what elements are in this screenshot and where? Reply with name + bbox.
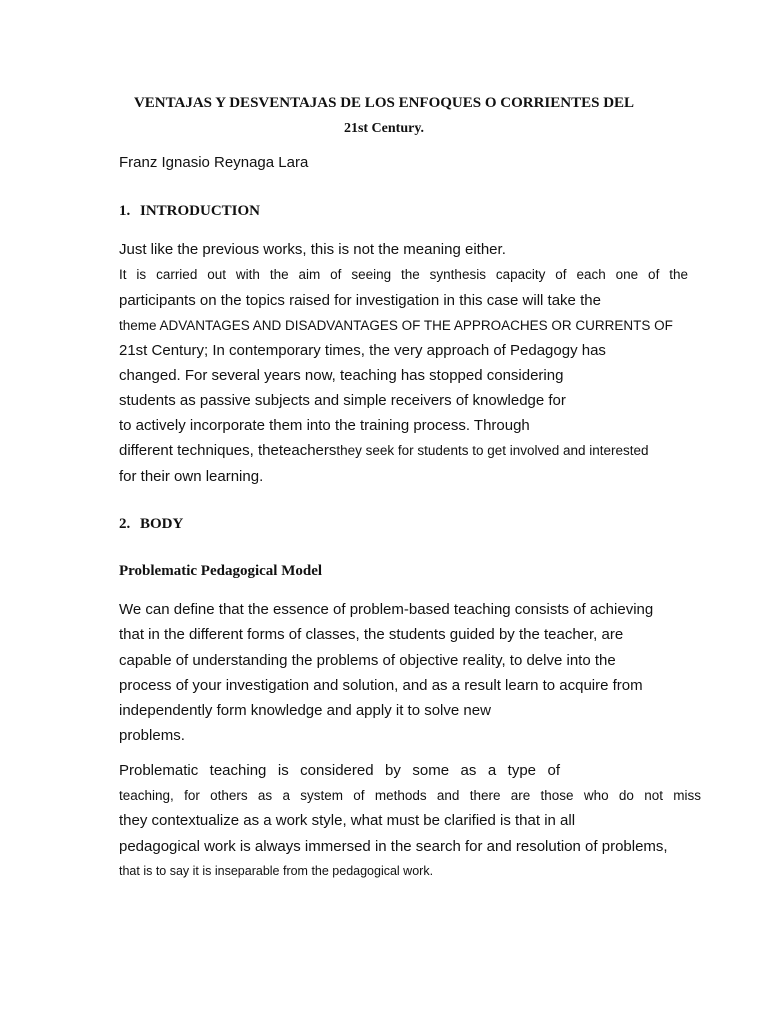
body-line: participants on the topics raised for investigation in this case will take the <box>119 292 601 309</box>
body-line-part: they seek for students to get involved and interested <box>336 443 649 458</box>
body-line: for their own learning. <box>119 468 264 485</box>
section-heading-body <box>119 515 183 533</box>
section-title: BODY <box>140 516 184 532</box>
body-line: capable of understanding the problems of objective reality, to delve into the <box>119 652 616 669</box>
body-line: problems. <box>119 727 185 744</box>
body-line: process of your investigation and solution, and as a result learn to acquire from <box>119 677 643 694</box>
body-line: teaching, for others as a system of methods and there are those who do not miss <box>119 788 701 803</box>
body-line: independently form knowledge and apply it to solve new <box>119 702 491 719</box>
section-number: 2. <box>119 516 131 532</box>
document-title-line1: VENTAJAS Y DESVENTAJAS DE LOS ENFOQUES O CORRIENTES DEL <box>133 95 635 111</box>
body-line: that in the different forms of classes, the students guided by the teacher, are <box>119 626 624 643</box>
body-line: Just like the previous works, this is not the meaning either. <box>119 241 506 258</box>
body-line: pedagogical work is always immersed in the search for and resolution of problems, <box>119 838 668 855</box>
body-line: students as passive subjects and simple receivers of knowledge for <box>119 392 566 409</box>
section-title: INTRODUCTION <box>140 203 261 219</box>
document-title-line2: 21st Century. <box>343 121 425 136</box>
body-line: It is carried out with the aim of seeing the synthesis capacity of each one of the <box>119 267 688 282</box>
body-line-part: different techniques, theteachers <box>119 442 337 459</box>
author-name: Franz Ignasio Reynaga Lara <box>119 154 309 171</box>
body-line: changed. For several years now, teaching has stopped considering <box>119 367 564 384</box>
body-line: Problematic teaching is considered by some as a type of <box>119 762 560 779</box>
subheading-problematic-model: Problematic Pedagogical Model <box>119 563 323 579</box>
body-line: they contextualize as a work style, what must be clarified is that in all <box>119 812 576 829</box>
section-number: 1. <box>119 203 131 219</box>
body-line: We can define that the essence of problem-based teaching consists of achieving <box>119 601 654 618</box>
section-heading-introduction <box>119 202 260 220</box>
body-line: that is to say it is inseparable from the pedagogical work. <box>119 864 434 878</box>
body-line: theme ADVANTAGES AND DISADVANTAGES OF THE APPROACHES OR CURRENTS OF <box>119 318 673 333</box>
body-line: 21st Century; In contemporary times, the very approach of Pedagogy has <box>119 342 606 359</box>
body-line: to actively incorporate them into the training process. Through <box>119 417 530 434</box>
body-line <box>119 442 649 460</box>
